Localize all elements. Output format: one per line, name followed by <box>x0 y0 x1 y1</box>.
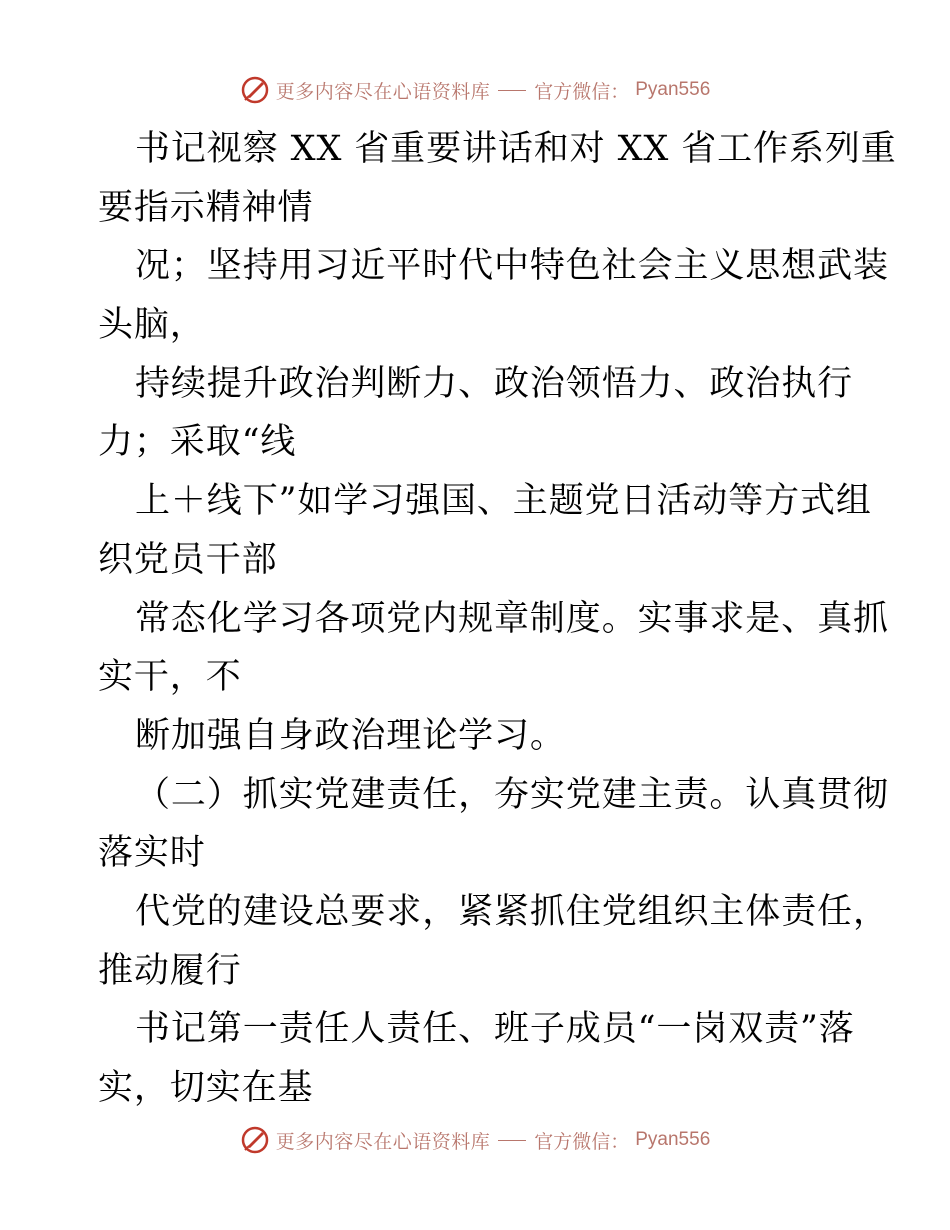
footer-banner <box>0 1120 950 1160</box>
body-line: 推动履行 <box>98 950 242 991</box>
body-line: 实，切实在基 <box>98 1068 314 1108</box>
quill-logo-icon <box>240 1125 270 1155</box>
header-banner-text: 更多内容尽在心语资料库 <box>275 80 491 103</box>
body-line: 织党员干部 <box>98 539 278 580</box>
header-banner-divider <box>498 90 526 91</box>
body-line: 上＋线下”如学习强国、主题党日活动等方式组 <box>135 481 872 522</box>
body-line: 书记视察 XX 省重要讲话和对 XX 省工作系列重 <box>135 129 897 169</box>
header-wechat-id: Pyan556 <box>635 79 711 100</box>
body-line: 持续提升政治判断力、政治领悟力、政治执行 <box>135 363 854 404</box>
header-banner-label: 官方微信： <box>534 80 630 103</box>
body-line: 常态化学习各项党内规章制度。实事求是、真抓 <box>135 598 889 639</box>
section-heading-line: （二）抓实党建责任，夯实党建主责。认真贯彻 <box>135 774 889 815</box>
header-banner-content <box>240 75 711 105</box>
body-line: 书记第一责任人责任、班子成员“一岗双责”落 <box>135 1009 855 1050</box>
body-line: 实干，不 <box>98 657 242 698</box>
body-line: 况；坚持用习近平时代中特色社会主义思想武装 <box>135 246 889 287</box>
body-line: 代党的建设总要求，紧紧抓住党组织主体责任， <box>135 891 889 932</box>
body-line: 断加强自身政治理论学习。 <box>135 715 566 756</box>
document-body <box>98 120 897 1118</box>
header-banner <box>0 70 950 110</box>
footer-banner-content <box>240 1125 711 1155</box>
quill-logo-icon <box>240 75 270 105</box>
footer-wechat-id: Pyan556 <box>635 1129 711 1150</box>
body-line: 力；采取“线 <box>98 422 297 463</box>
footer-banner-divider <box>498 1140 526 1141</box>
footer-banner-label: 官方微信： <box>534 1130 630 1153</box>
body-line: 要指示精神情 <box>98 187 314 228</box>
footer-banner-text: 更多内容尽在心语资料库 <box>275 1130 491 1153</box>
body-line: 落实时 <box>98 833 206 874</box>
body-line: 头脑， <box>98 305 206 346</box>
